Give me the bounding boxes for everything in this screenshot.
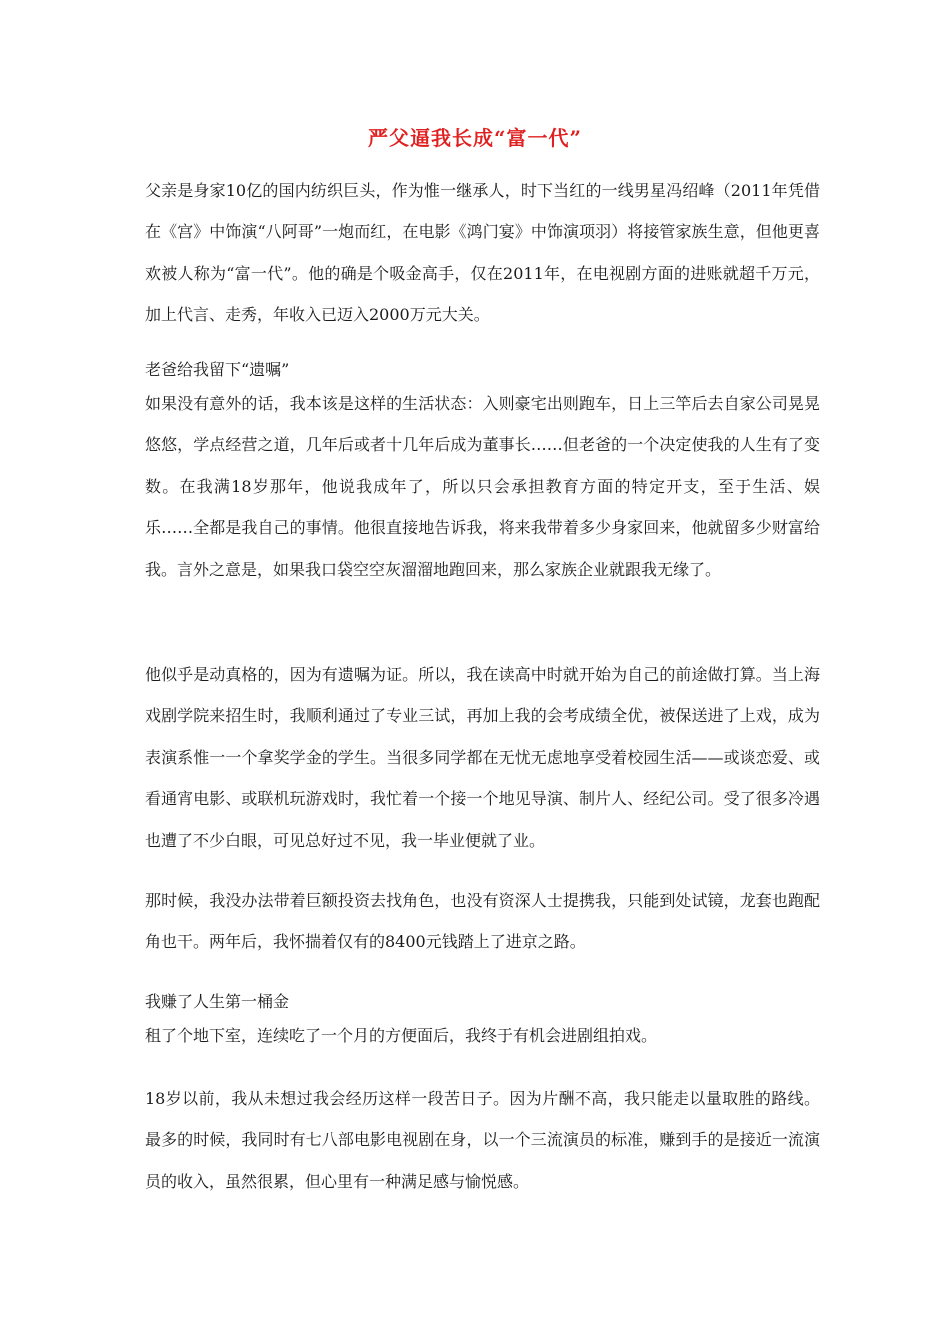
- page-title: 严父逼我长成“富一代”: [367, 126, 582, 150]
- paragraph-1: 父亲是身家10亿的国内纺织巨头，作为惟一继承人，时下当红的一线男星冯绍峰（2011年凭借在《宫》中饰演“八阿哥”一炮而红，在电影《鸿门宴》中饰演项羽）将接管家族生意，但他更喜欢被人称为“富一代”。他的确是个吸金高手，仅在2011年，在电视剧方面的进账就超千万元，加上代言、走秀，年收入已迈入2000万元大关。: [145, 181, 820, 325]
- section-heading-2: 我赚了人生第一桶金: [145, 992, 290, 1011]
- section-heading-1: 老爸给我留下“遗嘱”: [145, 360, 290, 379]
- paragraph-4: 那时候，我没办法带着巨额投资去找角色，也没有资深人士提携我，只能到处试镜，龙套也跑配角也干。两年后，我怀揣着仅有的8400元钱踏上了进京之路。: [145, 891, 820, 952]
- paragraph-6: 18岁以前，我从未想过我会经历这样一段苦日子。因为片酬不高，我只能走以量取胜的路线。最多的时候，我同时有七八部电影电视剧在身，以一个三流演员的标准，赚到手的是接近一流演员的收入，虽然很累，但心里有一种满足感与愉悦感。: [145, 1089, 820, 1191]
- paragraph-2: 如果没有意外的话，我本该是这样的生活状态：入则豪宅出则跑车，日上三竿后去自家公司晃晃悠悠，学点经营之道，几年后或者十几年后成为董事长……但老爸的一个决定使我的人生有了变数。在我满18岁那年，他说我成年了，所以只会承担教育方面的特定开支，至于生活、娱乐……全都是我自己的事情。他很直接地告诉我，将来我带着多少身家回来，他就留多少财富给我。言外之意是，如果我口袋空空灰溜溜地跑回来，那么家族企业就跟我无缘了。: [145, 394, 820, 579]
- paragraph-3: 他似乎是动真格的，因为有遗嘱为证。所以，我在读高中时就开始为自己的前途做打算。当上海戏剧学院来招生时，我顺利通过了专业三试，再加上我的会考成绩全优，被保送进了上戏，成为表演系惟一一个拿奖学金的学生。当很多同学都在无忧无虑地享受着校园生活——或谈恋爱、或看通宵电影、或联机玩游戏时，我忙着一个接一个地见导演、制片人、经纪公司。受了很多冷遇也遭了不少白眼，可见总好过不见，我一毕业便就了业。: [145, 665, 820, 850]
- paragraph-5: 租了个地下室，连续吃了一个月的方便面后，我终于有机会进剧组拍戏。: [145, 1026, 658, 1045]
